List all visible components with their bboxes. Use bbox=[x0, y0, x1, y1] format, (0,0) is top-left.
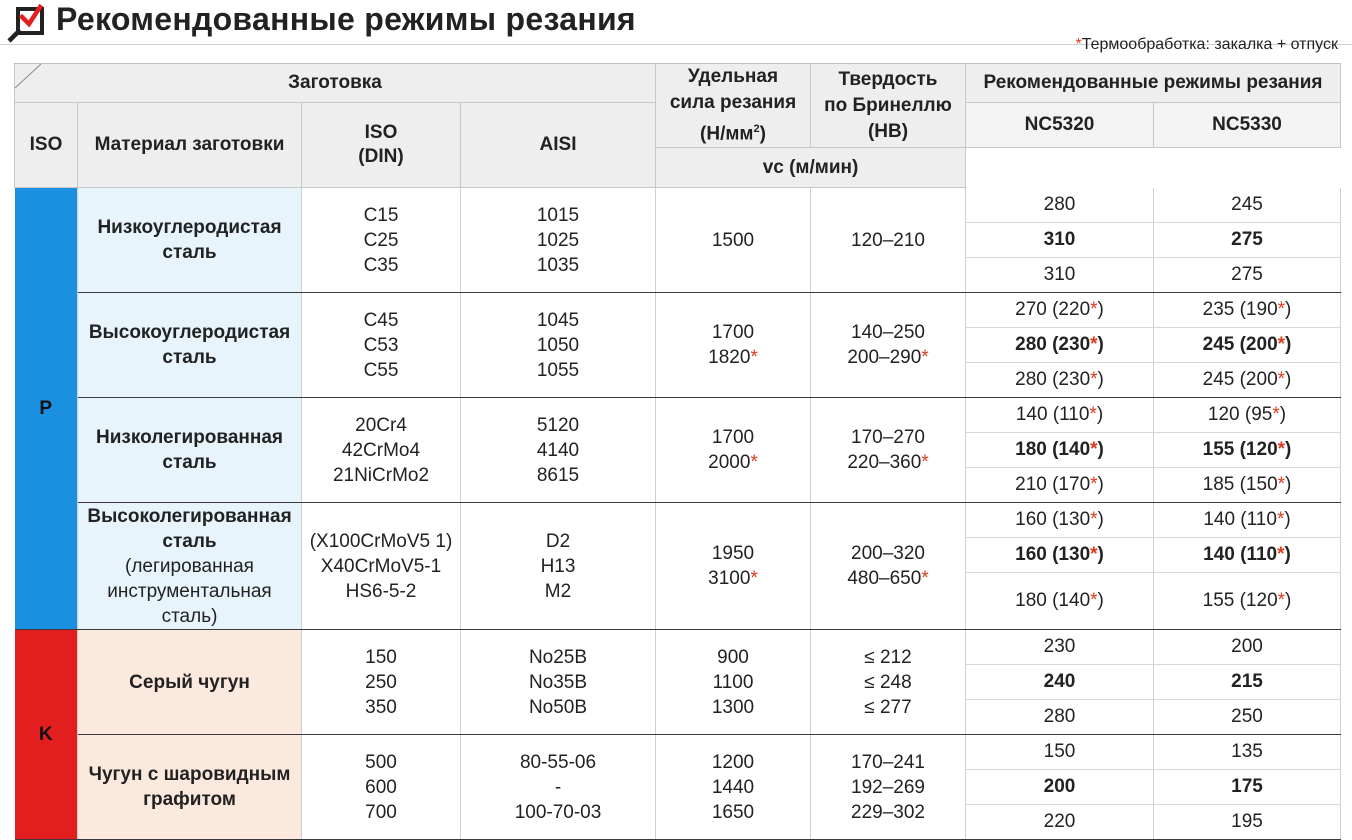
vc-nc5330-heat-treatment-star: * bbox=[1277, 544, 1285, 566]
table-row bbox=[15, 735, 1341, 770]
hardness-cell-line bbox=[811, 228, 965, 253]
vc-nc5330-heat-treatment-star: * bbox=[1277, 590, 1286, 612]
aisi-cell-line: - bbox=[554, 776, 562, 798]
specific-force-cell-line-value: 1300 bbox=[711, 696, 755, 718]
vc-nc5330-cell bbox=[1154, 293, 1341, 328]
vc-nc5330-cell bbox=[1154, 468, 1341, 503]
aisi-cell bbox=[461, 188, 656, 293]
vc-nc5330-cell bbox=[1154, 665, 1341, 700]
vc-nc5320-close: ) bbox=[1096, 404, 1104, 426]
aisi-cell-line: 1015 bbox=[536, 204, 580, 226]
vc-nc5330-value: 245 (200 bbox=[1202, 334, 1278, 356]
hardness-cell-line-value: 170–270 bbox=[851, 427, 925, 449]
aisi-cell-line: 1050 bbox=[536, 334, 580, 356]
page-title: Рекомендованные режимы резания bbox=[56, 1, 636, 37]
specific-force-cell-line-value: 1200 bbox=[711, 751, 755, 773]
vc-nc5330-value: 195 bbox=[1231, 811, 1263, 833]
iso-din-cell-line: 150 bbox=[365, 646, 397, 668]
vc-nc5330-close: ) bbox=[1279, 404, 1287, 426]
vc-nc5320-close: ) bbox=[1097, 474, 1104, 496]
vc-nc5330-cell bbox=[1154, 735, 1341, 770]
hardness-cell-line bbox=[811, 566, 965, 591]
vc-nc5320-cell bbox=[966, 328, 1154, 363]
vc-nc5330-cell bbox=[1154, 188, 1341, 223]
header-workpiece: Заготовка bbox=[15, 64, 656, 103]
specific-force-cell bbox=[656, 735, 811, 840]
vc-nc5320-cell bbox=[966, 293, 1154, 328]
vc-nc5320-cell bbox=[966, 538, 1154, 573]
aisi-cell-line: No50B bbox=[528, 696, 588, 718]
vc-nc5320-cell bbox=[966, 433, 1154, 468]
iso-din-cell-line: (X100CrMoV5 1) bbox=[309, 530, 453, 552]
vc-nc5330-cell bbox=[1154, 433, 1341, 468]
specific-force-cell-line-value: 2000 bbox=[708, 452, 751, 474]
hardness-cell-line-value: ≤ 277 bbox=[864, 696, 912, 718]
vc-nc5320-cell bbox=[966, 223, 1154, 258]
hardness-cell-line bbox=[811, 695, 965, 720]
hardness-cell-line-heat-treatment-star: * bbox=[921, 347, 929, 369]
vc-nc5320-value: 280 bbox=[1043, 706, 1076, 728]
hardness-cell-line bbox=[811, 800, 965, 825]
specific-force-cell bbox=[656, 630, 811, 735]
material-name-line: Низкоуглеродистая bbox=[97, 217, 282, 239]
header-grade-nc5330: NC5330 bbox=[1154, 103, 1341, 148]
specific-force-cell-line bbox=[656, 670, 810, 695]
vc-nc5330-close: ) bbox=[1285, 334, 1292, 356]
aisi-cell-line: No25B bbox=[528, 646, 588, 668]
header-hardness: Твердость по Бринеллю (НВ) bbox=[811, 64, 966, 148]
header-material: Материал заготовки bbox=[78, 103, 302, 188]
vc-nc5330-cell bbox=[1154, 363, 1341, 398]
vc-nc5320-close: ) bbox=[1097, 590, 1104, 612]
specific-force-cell-line-value: 1440 bbox=[711, 776, 755, 798]
vc-nc5330-cell bbox=[1154, 328, 1341, 363]
specific-force-cell-line-heat-treatment-star: * bbox=[750, 347, 758, 369]
iso-din-cell-line: 20Cr4 bbox=[355, 414, 407, 436]
corner-diagonal bbox=[15, 64, 55, 103]
vc-nc5320-close: ) bbox=[1097, 439, 1104, 461]
vc-nc5330-value: 155 (120 bbox=[1202, 439, 1278, 461]
vc-nc5330-value: 245 (200 bbox=[1202, 369, 1278, 391]
iso-din-cell-line: 21NiCrMo2 bbox=[332, 464, 430, 486]
vc-nc5320-value: 160 (130 bbox=[1015, 544, 1091, 566]
hardness-cell-line-value: ≤ 212 bbox=[864, 646, 912, 668]
hardness-cell-line bbox=[811, 425, 965, 450]
vc-nc5330-cell bbox=[1154, 223, 1341, 258]
vc-nc5320-value: 230 bbox=[1043, 636, 1076, 658]
footnote-text: Термообработка: закалка + отпуск bbox=[1081, 36, 1338, 53]
iso-din-cell-line: C15 bbox=[363, 204, 399, 226]
vc-nc5320-cell bbox=[966, 468, 1154, 503]
iso-din-cell bbox=[302, 630, 461, 735]
vc-nc5320-cell bbox=[966, 805, 1154, 840]
vc-nc5330-heat-treatment-star: * bbox=[1277, 334, 1286, 356]
table-row bbox=[15, 188, 1341, 223]
material-name bbox=[78, 293, 302, 398]
vc-nc5330-close: ) bbox=[1285, 439, 1292, 461]
specific-force-cell-line-value: 1700 bbox=[711, 427, 755, 449]
vc-nc5330-close: ) bbox=[1285, 299, 1292, 321]
vc-nc5330-value: 175 bbox=[1231, 776, 1263, 798]
hardness-cell-line bbox=[811, 541, 965, 566]
hardness-cell-line-heat-treatment-star: * bbox=[921, 452, 929, 474]
material-name-line: сталь bbox=[162, 452, 217, 474]
footnote bbox=[1075, 36, 1338, 54]
iso-din-cell bbox=[302, 398, 461, 503]
aisi-cell bbox=[461, 293, 656, 398]
vc-nc5330-value: 135 bbox=[1231, 741, 1263, 763]
material-name-line: Серый чугун bbox=[129, 671, 250, 693]
specific-force-cell-line bbox=[656, 750, 810, 775]
aisi-cell-line: 1025 bbox=[536, 229, 580, 251]
iso-din-cell-line: 250 bbox=[365, 671, 397, 693]
specific-force-cell-line bbox=[656, 541, 810, 566]
iso-din-cell-line: C25 bbox=[363, 229, 399, 251]
hardness-cell-line bbox=[811, 645, 965, 670]
iso-din-cell bbox=[302, 188, 461, 293]
specific-force-cell-line-value: 1500 bbox=[711, 229, 755, 251]
specific-force-cell-line-value: 1820 bbox=[708, 347, 751, 369]
vc-nc5330-heat-treatment-star: * bbox=[1276, 509, 1285, 531]
header-recommended: Рекомендованные режимы резания bbox=[966, 64, 1341, 103]
vc-nc5320-value: 210 (170 bbox=[1015, 474, 1091, 496]
iso-din-cell bbox=[302, 735, 461, 840]
vc-nc5320-close: ) bbox=[1097, 509, 1104, 531]
vc-nc5320-value: 280 bbox=[1043, 194, 1076, 216]
iso-din-cell-line: C53 bbox=[363, 334, 399, 356]
hardness-cell-line-value: 480–650 bbox=[847, 568, 922, 590]
footnote-star: * bbox=[1075, 36, 1082, 53]
table-row bbox=[15, 293, 1341, 328]
header-iso: ISO bbox=[15, 103, 78, 188]
vc-nc5320-heat-treatment-star: * bbox=[1090, 299, 1098, 321]
vc-nc5320-value: 200 bbox=[1043, 776, 1076, 798]
iso-din-cell-line: 500 bbox=[365, 751, 397, 773]
vc-nc5320-value: 180 (140 bbox=[1015, 590, 1091, 612]
material-name-line: Высокоуглеродистая bbox=[88, 322, 291, 344]
specific-force-cell-line bbox=[656, 800, 810, 825]
vc-nc5320-cell bbox=[966, 735, 1154, 770]
material-name-line: сталь bbox=[162, 530, 217, 552]
vc-nc5330-cell bbox=[1154, 700, 1341, 735]
vc-nc5320-close: ) bbox=[1097, 544, 1104, 566]
hardness-cell-line-value: 192–269 bbox=[851, 776, 925, 798]
material-note-line: сталь) bbox=[161, 605, 218, 627]
material-name-line: сталь bbox=[162, 242, 217, 264]
vc-nc5330-value: 140 (110 bbox=[1203, 544, 1278, 566]
specific-force-cell-line-heat-treatment-star: * bbox=[750, 568, 758, 590]
hardness-cell-line-value: 140–250 bbox=[851, 322, 925, 344]
vc-nc5330-value: 235 (190 bbox=[1202, 299, 1278, 321]
iso-din-cell-line: 600 bbox=[365, 776, 397, 798]
hardness-cell-line bbox=[811, 670, 965, 695]
checkbox-icon bbox=[6, 3, 46, 43]
iso-din-cell-line: 42CrMo4 bbox=[341, 439, 421, 461]
material-name-line: Чугун с шаровидным bbox=[88, 764, 291, 786]
specific-force-cell bbox=[656, 503, 811, 630]
vc-nc5320-cell bbox=[966, 503, 1154, 538]
vc-nc5320-value: 240 bbox=[1043, 671, 1076, 693]
vc-nc5320-cell bbox=[966, 770, 1154, 805]
vc-nc5320-close: ) bbox=[1097, 299, 1104, 321]
iso-din-cell-line: 350 bbox=[365, 696, 397, 718]
hardness-cell-line-value: 200–290 bbox=[847, 347, 922, 369]
vc-nc5320-heat-treatment-star: * bbox=[1090, 590, 1098, 612]
vc-nc5330-heat-treatment-star: * bbox=[1277, 299, 1286, 321]
aisi-cell-line: 1035 bbox=[536, 254, 580, 276]
iso-din-cell-line: X40CrMoV5-1 bbox=[320, 555, 442, 577]
specific-force-cell bbox=[656, 188, 811, 293]
specific-force-cell-line bbox=[656, 425, 810, 450]
hardness-cell bbox=[811, 398, 966, 503]
cutting-modes-table bbox=[14, 63, 1341, 840]
vc-nc5320-value: 150 bbox=[1043, 741, 1076, 763]
vc-nc5320-cell bbox=[966, 398, 1154, 433]
specific-force-cell-line bbox=[656, 695, 810, 720]
vc-nc5320-heat-treatment-star: * bbox=[1090, 509, 1098, 531]
material-note-line: (легированная bbox=[125, 555, 254, 577]
vc-nc5320-heat-treatment-star: * bbox=[1089, 404, 1097, 426]
iso-din-cell-line: C55 bbox=[363, 359, 399, 381]
specific-force-cell-line bbox=[656, 228, 810, 253]
header-vc: vc (м/мин) bbox=[656, 148, 966, 188]
vc-nc5330-value: 245 bbox=[1231, 194, 1263, 216]
iso-din-cell-line: 700 bbox=[365, 801, 397, 823]
vc-nc5330-close: ) bbox=[1284, 509, 1291, 531]
specific-force-cell-line bbox=[656, 775, 810, 800]
vc-nc5320-cell bbox=[966, 700, 1154, 735]
hardness-cell-line-value: 220–360 bbox=[847, 452, 922, 474]
iso-din-cell bbox=[302, 503, 461, 630]
hardness-cell bbox=[811, 293, 966, 398]
material-name-line: Низколегированная bbox=[95, 427, 284, 449]
table-row bbox=[15, 398, 1341, 433]
vc-nc5320-value: 180 (140 bbox=[1015, 439, 1091, 461]
material-name bbox=[78, 188, 302, 293]
material-name-line: графитом bbox=[143, 789, 236, 811]
hardness-cell bbox=[811, 735, 966, 840]
vc-nc5330-value: 275 bbox=[1231, 229, 1263, 251]
vc-nc5330-heat-treatment-star: * bbox=[1277, 474, 1286, 496]
aisi-cell bbox=[461, 503, 656, 630]
vc-nc5330-value: 275 bbox=[1231, 264, 1263, 286]
vc-nc5330-value: 120 (95 bbox=[1207, 404, 1273, 426]
hardness-cell-line bbox=[811, 320, 965, 345]
vc-nc5330-close: ) bbox=[1284, 544, 1291, 566]
material-name bbox=[78, 503, 302, 630]
vc-nc5330-cell bbox=[1154, 770, 1341, 805]
specific-force-cell-line-value: 1650 bbox=[711, 801, 755, 823]
vc-nc5320-value: 310 bbox=[1043, 264, 1076, 286]
vc-nc5330-heat-treatment-star: * bbox=[1277, 369, 1286, 391]
vc-nc5320-heat-treatment-star: * bbox=[1090, 369, 1098, 391]
material-name bbox=[78, 630, 302, 735]
vc-nc5320-value: 140 (110 bbox=[1015, 404, 1090, 426]
specific-force-cell-line bbox=[656, 566, 810, 591]
specific-force-cell-line-value: 1700 bbox=[711, 322, 755, 344]
vc-nc5320-value: 280 (230 bbox=[1015, 369, 1091, 391]
vc-nc5330-heat-treatment-star: * bbox=[1272, 404, 1280, 426]
vc-nc5320-cell bbox=[966, 573, 1154, 630]
vc-nc5330-value: 200 bbox=[1231, 636, 1263, 658]
specific-force-cell-line bbox=[656, 345, 810, 370]
hardness-cell-line-value: 120–210 bbox=[851, 229, 925, 251]
aisi-cell-line: M2 bbox=[544, 580, 572, 602]
specific-force-cell-line-value: 1100 bbox=[712, 671, 754, 693]
vc-nc5330-close: ) bbox=[1285, 369, 1292, 391]
vc-nc5330-cell bbox=[1154, 398, 1341, 433]
specific-force-cell-line-heat-treatment-star: * bbox=[750, 452, 758, 474]
vc-nc5320-heat-treatment-star: * bbox=[1090, 334, 1098, 356]
material-name-line: сталь bbox=[162, 347, 217, 369]
aisi-cell-line: 80-55-06 bbox=[519, 751, 597, 773]
specific-force-cell-line bbox=[656, 645, 810, 670]
iso-din-cell-line: C45 bbox=[363, 309, 399, 331]
vc-nc5330-heat-treatment-star: * bbox=[1277, 439, 1286, 461]
header-specific-force: Удельная сила резания $(Н/мм^2)$ bbox=[656, 64, 811, 148]
vc-nc5330-cell bbox=[1154, 538, 1341, 573]
vc-nc5320-heat-treatment-star: * bbox=[1090, 439, 1098, 461]
hardness-cell-line bbox=[811, 450, 965, 475]
iso-din-cell bbox=[302, 293, 461, 398]
vc-nc5330-cell bbox=[1154, 573, 1341, 630]
hardness-cell-line bbox=[811, 750, 965, 775]
vc-nc5330-cell bbox=[1154, 258, 1341, 293]
aisi-cell-line: 1055 bbox=[536, 359, 580, 381]
specific-force-cell bbox=[656, 293, 811, 398]
material-name-line: Высоколегированная bbox=[87, 505, 292, 527]
vc-nc5320-value: 310 bbox=[1043, 229, 1076, 251]
vc-nc5330-cell bbox=[1154, 630, 1341, 665]
vc-nc5320-value: 280 (230 bbox=[1015, 334, 1091, 356]
vc-nc5320-heat-treatment-star: * bbox=[1090, 544, 1098, 566]
specific-force-cell-line bbox=[656, 320, 810, 345]
vc-nc5330-value: 155 (120 bbox=[1202, 590, 1278, 612]
vc-nc5330-value: 250 bbox=[1231, 706, 1263, 728]
vc-nc5330-value: 215 bbox=[1231, 671, 1263, 693]
hardness-cell-line-value: 229–302 bbox=[851, 801, 925, 823]
aisi-cell-line: 5120 bbox=[536, 414, 580, 436]
aisi-cell-line: No35B bbox=[528, 671, 588, 693]
vc-nc5330-close: ) bbox=[1285, 474, 1292, 496]
header-aisi: AISI bbox=[461, 103, 656, 188]
vc-nc5330-value: 140 (110 bbox=[1203, 509, 1277, 531]
hardness-cell-line bbox=[811, 345, 965, 370]
specific-force-cell-line bbox=[656, 450, 810, 475]
table-row bbox=[15, 503, 1341, 538]
vc-nc5320-heat-treatment-star: * bbox=[1090, 474, 1098, 496]
vc-nc5320-cell bbox=[966, 188, 1154, 223]
specific-force-cell-line-value: 1950 bbox=[711, 543, 755, 565]
aisi-cell bbox=[461, 630, 656, 735]
hardness-cell-line-value: 170–241 bbox=[851, 751, 925, 773]
aisi-cell bbox=[461, 735, 656, 840]
vc-nc5320-value: 220 bbox=[1043, 811, 1076, 833]
table-body bbox=[15, 188, 1341, 840]
iso-group-k: K bbox=[15, 630, 78, 840]
hardness-cell bbox=[811, 630, 966, 735]
material-name bbox=[78, 398, 302, 503]
vc-nc5320-close: ) bbox=[1097, 334, 1104, 356]
vc-nc5320-cell bbox=[966, 665, 1154, 700]
vc-nc5330-close: ) bbox=[1285, 590, 1292, 612]
header-grade-nc5320: NC5320 bbox=[966, 103, 1154, 148]
hardness-cell bbox=[811, 503, 966, 630]
hardness-cell-line-value: 200–320 bbox=[851, 543, 925, 565]
aisi-cell-line: 8615 bbox=[536, 464, 580, 486]
specific-force-cell-line-value: 900 bbox=[717, 646, 749, 668]
hardness-cell-line-heat-treatment-star: * bbox=[921, 568, 929, 590]
iso-group-p: P bbox=[15, 188, 78, 630]
aisi-cell-line: 100-70-03 bbox=[514, 801, 602, 823]
vc-nc5320-close: ) bbox=[1097, 369, 1104, 391]
table-row bbox=[15, 630, 1341, 665]
vc-nc5320-cell bbox=[966, 258, 1154, 293]
specific-force-cell-line-value: 3100 bbox=[708, 568, 751, 590]
aisi-cell bbox=[461, 398, 656, 503]
aisi-cell-line: 1045 bbox=[536, 309, 580, 331]
material-name bbox=[78, 735, 302, 840]
iso-din-cell-line: HS6-5-2 bbox=[345, 580, 417, 602]
specific-force-cell bbox=[656, 398, 811, 503]
header-iso-din: ISO (DIN) bbox=[302, 103, 461, 188]
iso-din-cell-line: C35 bbox=[363, 254, 399, 276]
vc-nc5320-cell bbox=[966, 363, 1154, 398]
material-note-line: инструментальная bbox=[107, 580, 272, 602]
hardness-cell-line bbox=[811, 775, 965, 800]
vc-nc5320-value: 270 (220 bbox=[1015, 299, 1091, 321]
aisi-cell-line: D2 bbox=[545, 530, 571, 552]
aisi-cell-line: 4140 bbox=[536, 439, 580, 461]
aisi-cell-line: H13 bbox=[540, 555, 576, 577]
vc-nc5330-value: 185 (150 bbox=[1202, 474, 1278, 496]
vc-nc5330-cell bbox=[1154, 503, 1341, 538]
hardness-cell-line-value: ≤ 248 bbox=[864, 671, 912, 693]
vc-nc5330-cell bbox=[1154, 805, 1341, 840]
vc-nc5320-cell bbox=[966, 630, 1154, 665]
vc-nc5320-value: 160 (130 bbox=[1015, 509, 1091, 531]
hardness-cell bbox=[811, 188, 966, 293]
